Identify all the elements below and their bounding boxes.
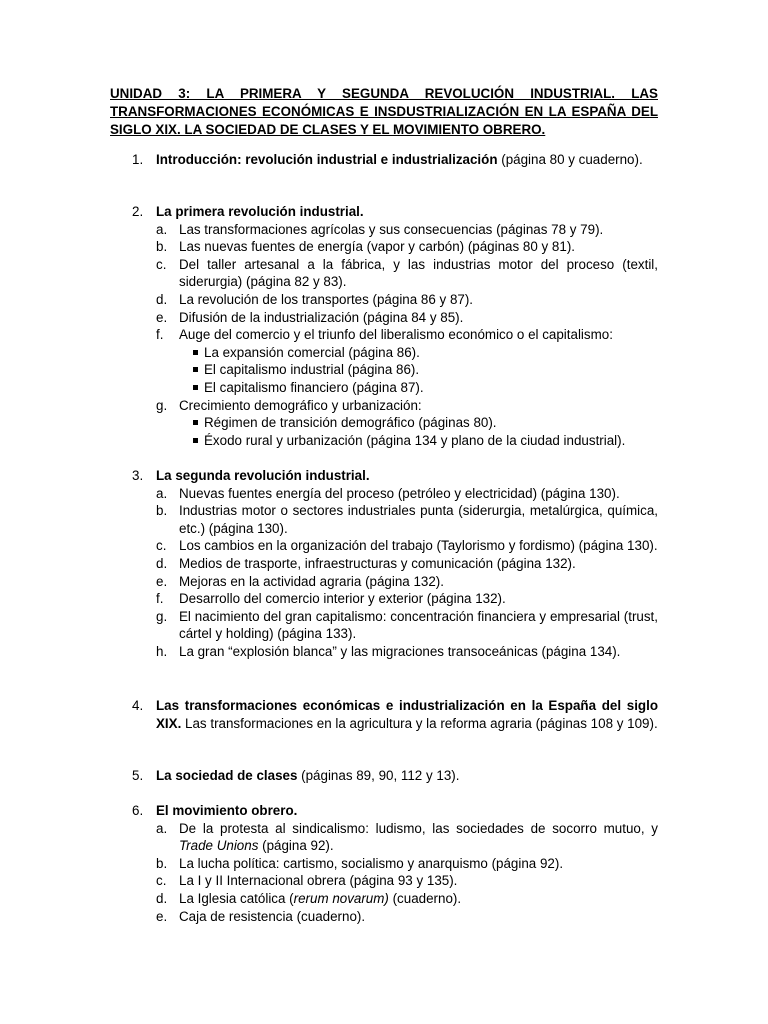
item-letter: e. <box>156 908 168 924</box>
bullet-text: El capitalismo financiero (página 87). <box>204 379 424 395</box>
section-5 <box>110 767 658 785</box>
list-item <box>110 855 658 873</box>
section-title: Las transformaciones económicas e industrialización en la España del siglo XIX. <box>156 698 658 731</box>
item-text: Nuevas fuentes energía del proceso (petróleo y electricidad) (página 130). <box>179 485 620 501</box>
bullet-square-icon <box>193 385 198 390</box>
item-text: La lucha política: cartismo, socialismo y anarquismo (página 92). <box>179 855 564 871</box>
bullet-item <box>110 379 658 397</box>
item-letter: f. <box>156 591 164 607</box>
section-heading <box>110 467 658 485</box>
section-1 <box>110 151 658 169</box>
list-item <box>110 908 658 926</box>
item-text: Difusión de la industrialización (página 84 y 85). <box>179 309 464 325</box>
item-letter: a. <box>156 485 168 501</box>
list-item <box>110 238 658 256</box>
item-text: La Iglesia católica ( <box>179 890 294 906</box>
section-text: (páginas 89, 90, 112 y 13). <box>297 768 460 783</box>
list-item <box>110 590 658 608</box>
item-letter: d. <box>156 555 168 571</box>
item-letter: f. <box>156 327 164 343</box>
list-item <box>110 820 658 855</box>
bullet-text: La expansión comercial (página 86). <box>204 344 420 360</box>
bullet-text: Régimen de transición demográfico (páginas 80). <box>204 415 497 431</box>
section-title: La primera revolución industrial. <box>156 204 364 219</box>
section-number: 4. <box>132 698 144 713</box>
item-text: Del taller artesanal a la fábrica, y las industrias motor del proceso (textil, siderurgia) (página 82 y 83). <box>179 256 658 290</box>
list-item <box>110 397 658 415</box>
item-text: Mejoras en la actividad agraria (página 132). <box>179 573 444 589</box>
item-letter: d. <box>156 291 168 307</box>
list-item <box>110 502 658 537</box>
item-text: Industrias motor o sectores industriales punta (siderurgia, metalúrgica, química, etc.) (página 130). <box>179 503 658 536</box>
bullet-square-icon <box>193 420 198 425</box>
bullet-item <box>110 361 658 379</box>
section-heading <box>110 802 658 820</box>
bullet-item <box>110 432 658 450</box>
item-text: Las nuevas fuentes de energía (vapor y carbón) (páginas 80 y 81). <box>179 239 576 255</box>
list-item <box>110 309 658 327</box>
item-text: Caja de resistencia (cuaderno). <box>179 908 366 924</box>
section-2 <box>110 203 658 449</box>
list-item <box>110 485 658 503</box>
item-letter: a. <box>156 820 168 836</box>
section-heading <box>110 203 658 221</box>
item-text: Los cambios en la organización del trabajo (Taylorismo y fordismo) (página 130). <box>179 538 658 554</box>
list-item <box>110 555 658 573</box>
item-letter: b. <box>156 239 168 255</box>
bullet-text: Éxodo rural y urbanización (página 134 y plano de la ciudad industrial). <box>204 432 626 448</box>
list-item <box>110 326 658 344</box>
bullet-item <box>110 344 658 362</box>
section-heading <box>156 767 658 785</box>
section-title: La sociedad de clases <box>156 768 298 783</box>
item-text: Las transformaciones agrícolas y sus consecuencias (páginas 78 y 79). <box>179 221 604 237</box>
bullet-square-icon <box>193 367 198 372</box>
item-text: Medios de trasporte, infraestructuras y comunicación (página 132). <box>179 555 576 571</box>
section-3 <box>110 467 658 661</box>
item-letter: b. <box>156 855 168 871</box>
item-letter: b. <box>156 503 168 519</box>
item-letter: h. <box>156 643 168 659</box>
list-item <box>110 872 658 890</box>
section-heading <box>156 151 658 169</box>
section-number: 2. <box>132 204 144 219</box>
section-6 <box>110 802 658 925</box>
item-text: Auge del comercio y el triunfo del liberalismo económico o el capitalismo: <box>179 327 613 343</box>
list-item <box>110 890 658 908</box>
list-item <box>110 573 658 591</box>
unit-title: UNIDAD 3: LA PRIMERA Y SEGUNDA REVOLUCIÓN INDUSTRIAL. LAS TRANSFORMACIONES ECONÓMICAS E INSDUSTRIALIZACIÓN EN LA ESPAÑA DEL SIGLO XIX. LA SOCIEDAD DE CLASES Y EL MOVIMIENTO OBRERO. <box>110 86 658 137</box>
section-title: Introducción: revolución industrial e industrialización <box>156 152 498 167</box>
item-letter: c. <box>156 256 167 272</box>
item-italic-text: rerum novarum) <box>293 890 389 906</box>
list-item <box>110 643 658 661</box>
section-text: (página 80 y cuaderno). <box>497 152 643 167</box>
section-title: El movimiento obrero. <box>156 803 298 818</box>
item-letter: c. <box>156 873 167 889</box>
section-title: La segunda revolución industrial. <box>156 468 370 483</box>
item-text: (página 92). <box>258 838 334 854</box>
item-letter: g. <box>156 608 168 624</box>
section-heading <box>156 697 658 732</box>
item-text: La I y II Internacional obrera (página 93 y 135). <box>179 873 458 889</box>
item-letter: g. <box>156 397 168 413</box>
item-text: La gran “explosión blanca” y las migraciones transoceánicas (página 134). <box>179 643 621 659</box>
bullet-item <box>110 414 658 432</box>
item-text: (cuaderno). <box>388 890 462 906</box>
item-letter: d. <box>156 890 168 906</box>
list-item <box>110 608 658 643</box>
section-number: 6. <box>132 803 144 818</box>
section-4 <box>110 697 658 732</box>
item-italic-text: Trade Unions <box>179 838 259 854</box>
item-text: De la protesta al sindicalismo: ludismo, las sociedades de socorro mutuo, y <box>179 820 658 836</box>
bullet-text: El capitalismo industrial (página 86). <box>204 362 420 378</box>
item-letter: c. <box>156 538 167 554</box>
list-item <box>110 221 658 239</box>
section-number: 5. <box>132 768 144 783</box>
item-letter: e. <box>156 573 168 589</box>
section-number: 3. <box>132 468 144 483</box>
list-item <box>110 256 658 291</box>
section-number: 1. <box>132 152 144 167</box>
list-item <box>110 537 658 555</box>
section-text: Las transformaciones en la agricultura y la reforma agraria (páginas 108 y 109). <box>181 715 658 731</box>
item-text: El nacimiento del gran capitalismo: concentración financiera y empresarial (trust, cártel y holding) (página 133). <box>179 608 658 642</box>
item-letter: e. <box>156 309 168 325</box>
item-text: Desarrollo del comercio interior y exterior (página 132). <box>179 591 506 607</box>
item-letter: a. <box>156 221 168 237</box>
bullet-square-icon <box>193 438 198 443</box>
item-text: Crecimiento demográfico y urbanización: <box>179 397 422 413</box>
item-text: La revolución de los transportes (página 86 y 87). <box>179 291 474 307</box>
bullet-square-icon <box>193 350 198 355</box>
list-item <box>110 291 658 309</box>
